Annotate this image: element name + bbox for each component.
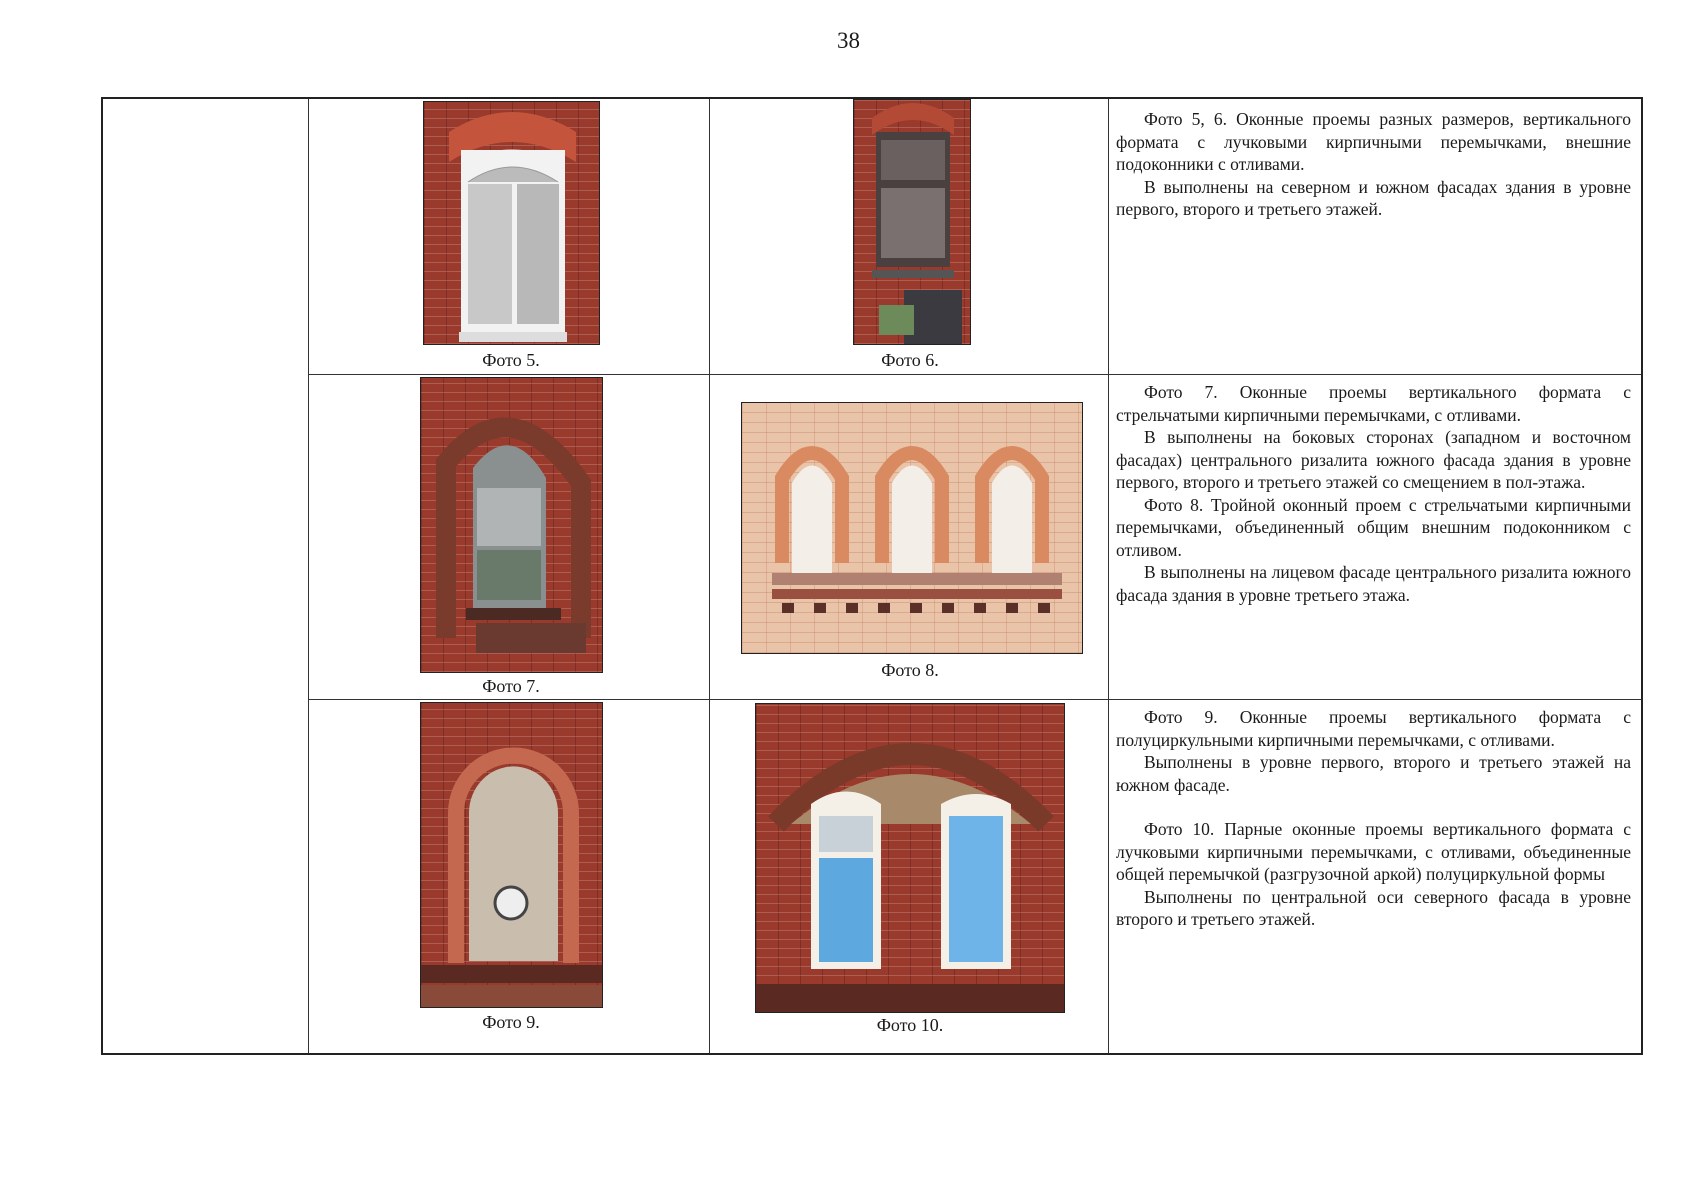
photo-8 xyxy=(741,402,1083,654)
triple-window-pointed-arches-icon xyxy=(742,403,1083,654)
row1-paragraph-2: В выполнены на северном и южном фасадах здания в уровне первого, второго и третьего этажей. xyxy=(1116,176,1631,219)
row3-paragraph-1: Фото 9. Оконные проемы вертикального формата с полуциркульными кирпичными перемычками, с отливами. xyxy=(1116,707,1631,750)
photo-10 xyxy=(755,703,1065,1013)
photo-9-caption: Фото 9. xyxy=(482,1012,540,1032)
row2-paragraph-1: Фото 7. Оконные проемы вертикального формата с стрельчатыми кирпичными перемычками, с отливами. xyxy=(1116,382,1631,425)
row2-paragraph-3: Фото 8. Тройной оконный проем с стрельчатыми кирпичными перемычками, объединенный общим внешним подоконником с отливом. xyxy=(1116,494,1631,560)
photo-table xyxy=(101,97,1643,1055)
row3-description xyxy=(1116,706,1631,931)
window-segmental-arch-white-frame-icon xyxy=(424,102,600,345)
photo-9 xyxy=(420,702,603,1008)
photo-7 xyxy=(420,377,603,673)
window-pointed-arch-icon xyxy=(421,378,603,673)
photo-8-caption: Фото 8. xyxy=(881,660,939,680)
photo-7-caption: Фото 7. xyxy=(482,676,540,696)
window-segmental-arch-dark-frame-icon xyxy=(854,100,971,345)
row3-paragraph-3: Фото 10. Парные оконные проемы вертикального формата с лучковыми кирпичными перемычками, с отливами, объединенные общей перемычкой (разгрузочной аркой) полуциркульной формы xyxy=(1116,819,1631,884)
row2-paragraph-2: В выполнены на боковых сторонах (западном и восточном фасадах) центрального ризалита южного фасада здания в уровне первого, второго и третьего этажей со смещением в пол-этажа. xyxy=(1116,427,1631,492)
photo-10-caption: Фото 10. xyxy=(876,1015,944,1035)
photo-6 xyxy=(853,99,971,345)
row3-paragraph-2: Выполнены в уровне первого, второго и третьего этажей на южном фасаде. xyxy=(1116,752,1631,795)
row2-description xyxy=(1116,381,1631,606)
row1-paragraph-1: Фото 5, 6. Оконные проемы разных размеров, вертикального формата с лучковыми кирпичными перемычками, внешние подоконники с отливами. xyxy=(1116,109,1631,174)
photo-6-caption: Фото 6. xyxy=(881,350,939,370)
page-number: 38 xyxy=(837,28,860,53)
row2-paragraph-4: В выполнены на лицевом фасаде центрального ризалита южного фасада здания в уровне третьего этажа. xyxy=(1116,562,1631,605)
photo-5 xyxy=(423,101,600,345)
row3-paragraph-4: Выполнены по центральной оси северного фасада в уровне второго и третьего этажей. xyxy=(1116,886,1631,929)
paired-windows-relieving-arch-icon xyxy=(756,704,1065,1013)
photo-5-caption: Фото 5. xyxy=(482,350,540,370)
row1-description xyxy=(1116,108,1631,221)
window-semicircular-arch-icon xyxy=(421,703,603,1008)
